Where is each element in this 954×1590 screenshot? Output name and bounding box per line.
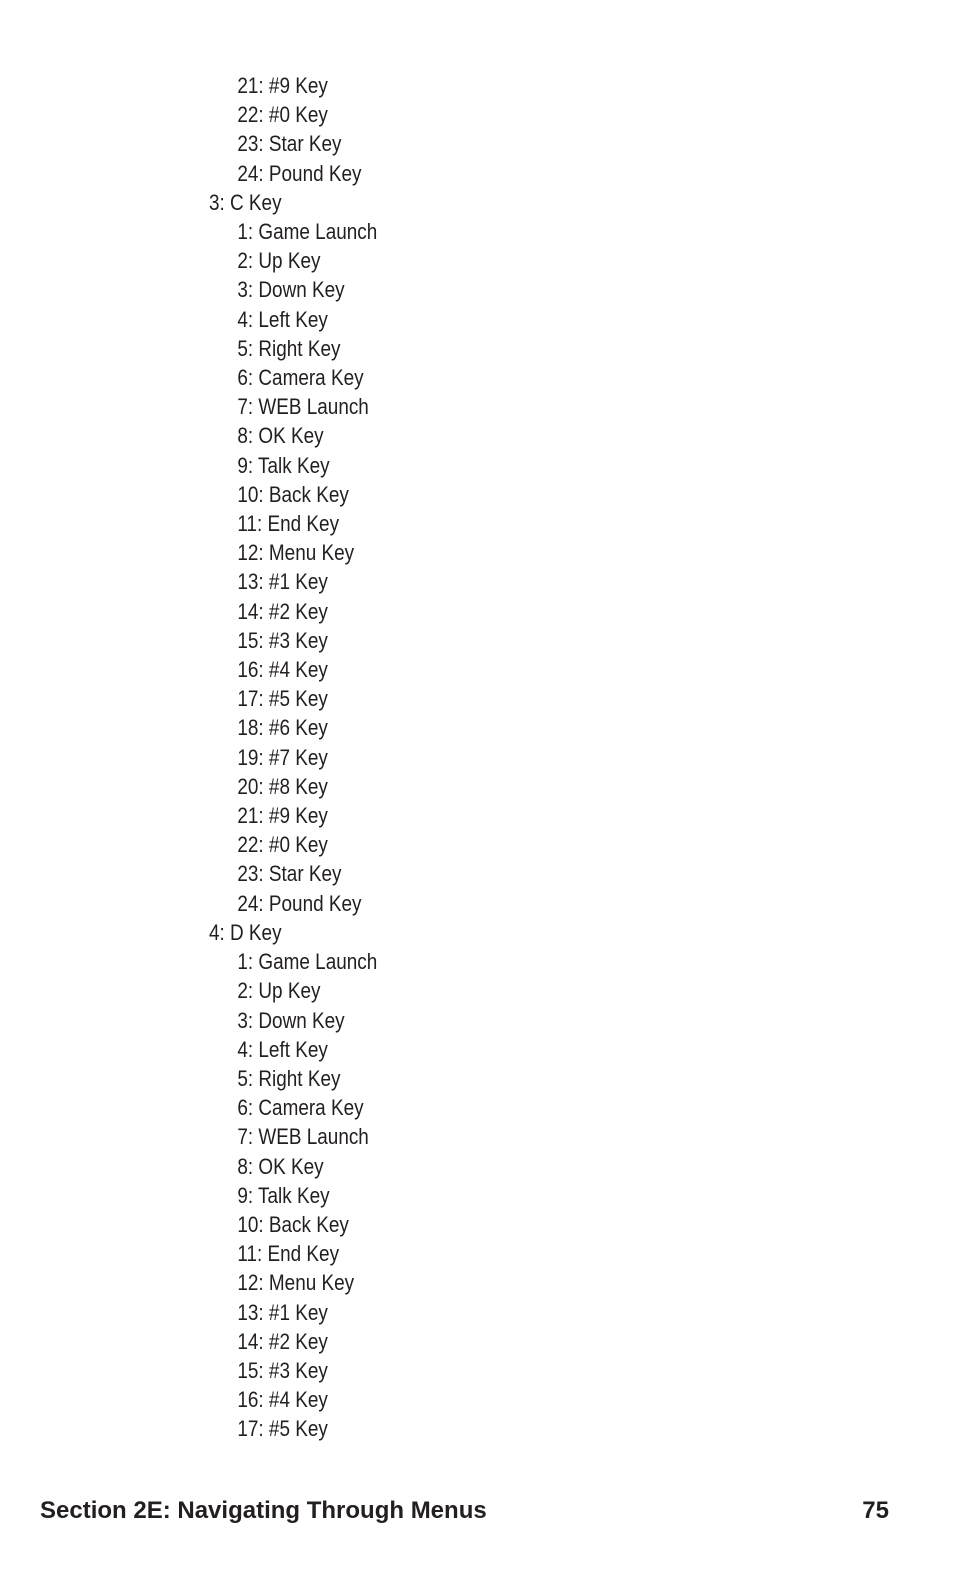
footer-page-number: 75 [862,1497,889,1524]
menu-item: 24: Pound Key [237,890,362,916]
menu-item: 23: Star Key [237,131,342,157]
menu-heading: 3: C Key [208,189,282,215]
menu-item: 17: #5 Key [237,686,328,712]
menu-item: 22: #0 Key [237,102,328,128]
menu-item: 10: Back Key [237,1211,349,1237]
menu-item: 1: Game Launch [237,219,378,245]
menu-item: 3: Down Key [237,1007,345,1033]
menu-item: 9: Talk Key [237,452,330,478]
menu-item: 15: #3 Key [237,1357,328,1383]
page-footer [40,1494,889,1528]
menu-item: 1: Game Launch [237,949,378,975]
menu-item: 9: Talk Key [237,1182,330,1208]
menu-heading: 4: D Key [208,919,282,945]
menu-item: 6: Camera Key [237,365,364,391]
footer-section-title: Section 2E: Navigating Through Menus [40,1497,487,1524]
menu-item: 12: Menu Key [237,1270,355,1296]
menu-item: 13: #1 Key [237,569,328,595]
menu-outline-list [0,71,954,1444]
menu-item: 16: #4 Key [237,1387,328,1413]
menu-item: 3: Down Key [237,277,345,303]
menu-item: 21: #9 Key [237,73,328,98]
menu-item: 2: Up Key [237,248,321,274]
menu-item: 12: Menu Key [237,540,355,566]
menu-item: 20: #8 Key [237,773,328,799]
menu-item: 8: OK Key [237,1153,324,1179]
menu-item: 11: End Key [237,1241,340,1267]
menu-item: 11: End Key [237,511,340,537]
menu-item: 17: #5 Key [237,1416,328,1442]
menu-item: 14: #2 Key [237,598,328,624]
menu-item: 18: #6 Key [237,715,328,741]
menu-item: 5: Right Key [237,1065,341,1091]
menu-item: 21: #9 Key [237,803,328,829]
menu-item: 5: Right Key [237,335,341,361]
menu-item: 22: #0 Key [237,832,328,858]
menu-item: 13: #1 Key [237,1299,328,1325]
menu-item: 4: Left Key [237,306,328,332]
menu-item: 14: #2 Key [237,1328,328,1354]
menu-item: 7: WEB Launch [237,394,369,420]
menu-item: 23: Star Key [237,861,342,887]
menu-item: 24: Pound Key [237,160,362,186]
menu-item: 6: Camera Key [237,1095,364,1121]
menu-item: 4: Left Key [237,1036,328,1062]
menu-item: 8: OK Key [237,423,324,449]
menu-item: 7: WEB Launch [237,1124,369,1150]
menu-item: 15: #3 Key [237,627,328,653]
menu-item: 16: #4 Key [237,657,328,683]
menu-item: 19: #7 Key [237,744,328,770]
menu-item: 2: Up Key [237,978,321,1004]
menu-item: 10: Back Key [237,481,349,507]
